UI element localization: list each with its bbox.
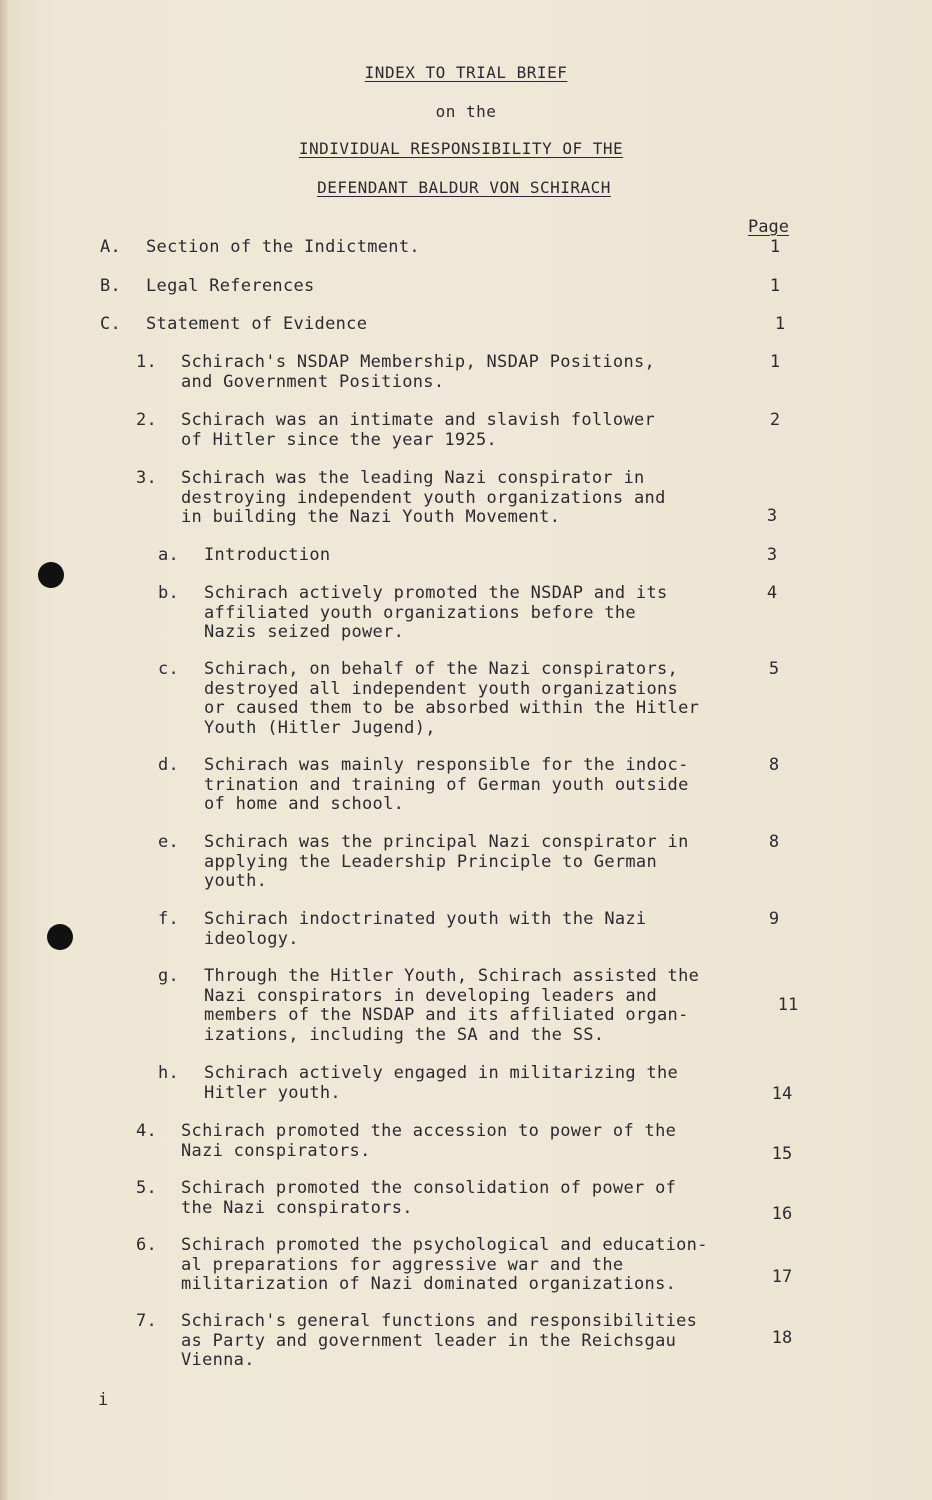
page-column-header: Page [748, 217, 789, 237]
item-6-marker: 6. [136, 1235, 158, 1255]
section-c-page: 1 [774, 314, 786, 334]
item-3-text: Schirach was the leading Nazi conspirator in destroying independent youth organizations and in building the Nazi Youth Movement. [181, 468, 666, 527]
item-1-text: Schirach's NSDAP Membership, NSDAP Positions, and Government Positions. [181, 352, 656, 392]
section-a-page: 1 [769, 237, 781, 257]
item-2-page: 2 [769, 410, 781, 430]
item-7-marker: 7. [136, 1311, 158, 1331]
section-c-text: Statement of Evidence [146, 314, 368, 334]
item-7-page: 18 [771, 1328, 793, 1348]
subitem-d-marker: d. [158, 755, 180, 775]
item-5-marker: 5. [136, 1178, 158, 1198]
subitem-g-text: Through the Hitler Youth, Schirach assisted the Nazi conspirators in developing leaders and members of the NSDAP and its affiliated organ- izations, including the SA and the SS. [204, 966, 700, 1045]
subitem-a-page: 3 [766, 545, 778, 565]
subitem-b-text: Schirach actively promoted the NSDAP and its affiliated youth organizations before the Nazis seized power. [204, 583, 668, 642]
subitem-a-text: Introduction [204, 545, 331, 565]
subitem-d-text: Schirach was mainly responsible for the indoc- trination and training of German youth outside of home and school. [204, 755, 689, 814]
subitem-b-page: 4 [766, 583, 778, 603]
item-6-text: Schirach promoted the psychological and education- al preparations for aggressive war and the militarization of Nazi dominated organizations. [181, 1235, 708, 1294]
item-5-page: 16 [771, 1204, 793, 1224]
item-1-page: 1 [769, 352, 781, 372]
item-3-page: 3 [766, 506, 778, 526]
subitem-e-text: Schirach was the principal Nazi conspirator in applying the Leadership Principle to German youth. [204, 832, 689, 891]
title-line-2: on the [435, 102, 497, 121]
subitem-c-page: 5 [768, 659, 780, 679]
title-line-3: INDIVIDUAL RESPONSIBILITY OF THE [298, 139, 624, 158]
subitem-h-text: Schirach actively engaged in militarizing the Hitler youth. [204, 1063, 679, 1103]
page-edge-shadow [0, 0, 8, 1500]
punch-hole-top [38, 562, 64, 588]
item-7-text: Schirach's general functions and responsibilities as Party and government leader in the Reichsgau Vienna. [181, 1311, 698, 1370]
item-4-text: Schirach promoted the accession to power of the Nazi conspirators. [181, 1121, 677, 1161]
item-1-marker: 1. [136, 352, 158, 372]
section-b-marker: B. [100, 276, 122, 296]
item-2-text: Schirach was an intimate and slavish follower of Hitler since the year 1925. [181, 410, 656, 450]
item-3-marker: 3. [136, 468, 158, 488]
subitem-g-page: 11 [777, 995, 799, 1015]
subitem-h-marker: h. [158, 1063, 180, 1083]
subitem-e-page: 8 [768, 832, 780, 852]
section-a-text: Section of the Indictment. [146, 237, 420, 257]
section-b-text: Legal References [146, 276, 315, 296]
subitem-f-marker: f. [158, 909, 180, 929]
subitem-b-marker: b. [158, 583, 180, 603]
subitem-c-text: Schirach, on behalf of the Nazi conspirators, destroyed all independent youth organizations or caused them to be absorbed within the Hitler Youth (Hitler Jugend), [204, 659, 700, 738]
item-2-marker: 2. [136, 410, 158, 430]
section-b-page: 1 [769, 276, 781, 296]
title-line-4: DEFENDANT BALDUR VON SCHIRACH [317, 178, 611, 197]
subitem-g-marker: g. [158, 966, 180, 986]
section-c-marker: C. [100, 314, 122, 334]
item-6-page: 17 [771, 1267, 793, 1287]
item-5-text: Schirach promoted the consolidation of power of the Nazi conspirators. [181, 1178, 677, 1218]
punch-hole-bottom [47, 924, 73, 950]
title-line-1: INDEX TO TRIAL BRIEF [364, 63, 568, 82]
section-a-marker: A. [100, 237, 122, 257]
item-4-page: 15 [771, 1144, 793, 1164]
subitem-h-page: 14 [771, 1084, 793, 1104]
subitem-c-marker: c. [158, 659, 180, 679]
subitem-f-page: 9 [768, 909, 780, 929]
subitem-d-page: 8 [768, 755, 780, 775]
footer-page-number: i [98, 1390, 109, 1410]
item-4-marker: 4. [136, 1121, 158, 1141]
subitem-a-marker: a. [158, 545, 180, 565]
subitem-f-text: Schirach indoctrinated youth with the Nazi ideology. [204, 909, 647, 949]
subitem-e-marker: e. [158, 832, 180, 852]
